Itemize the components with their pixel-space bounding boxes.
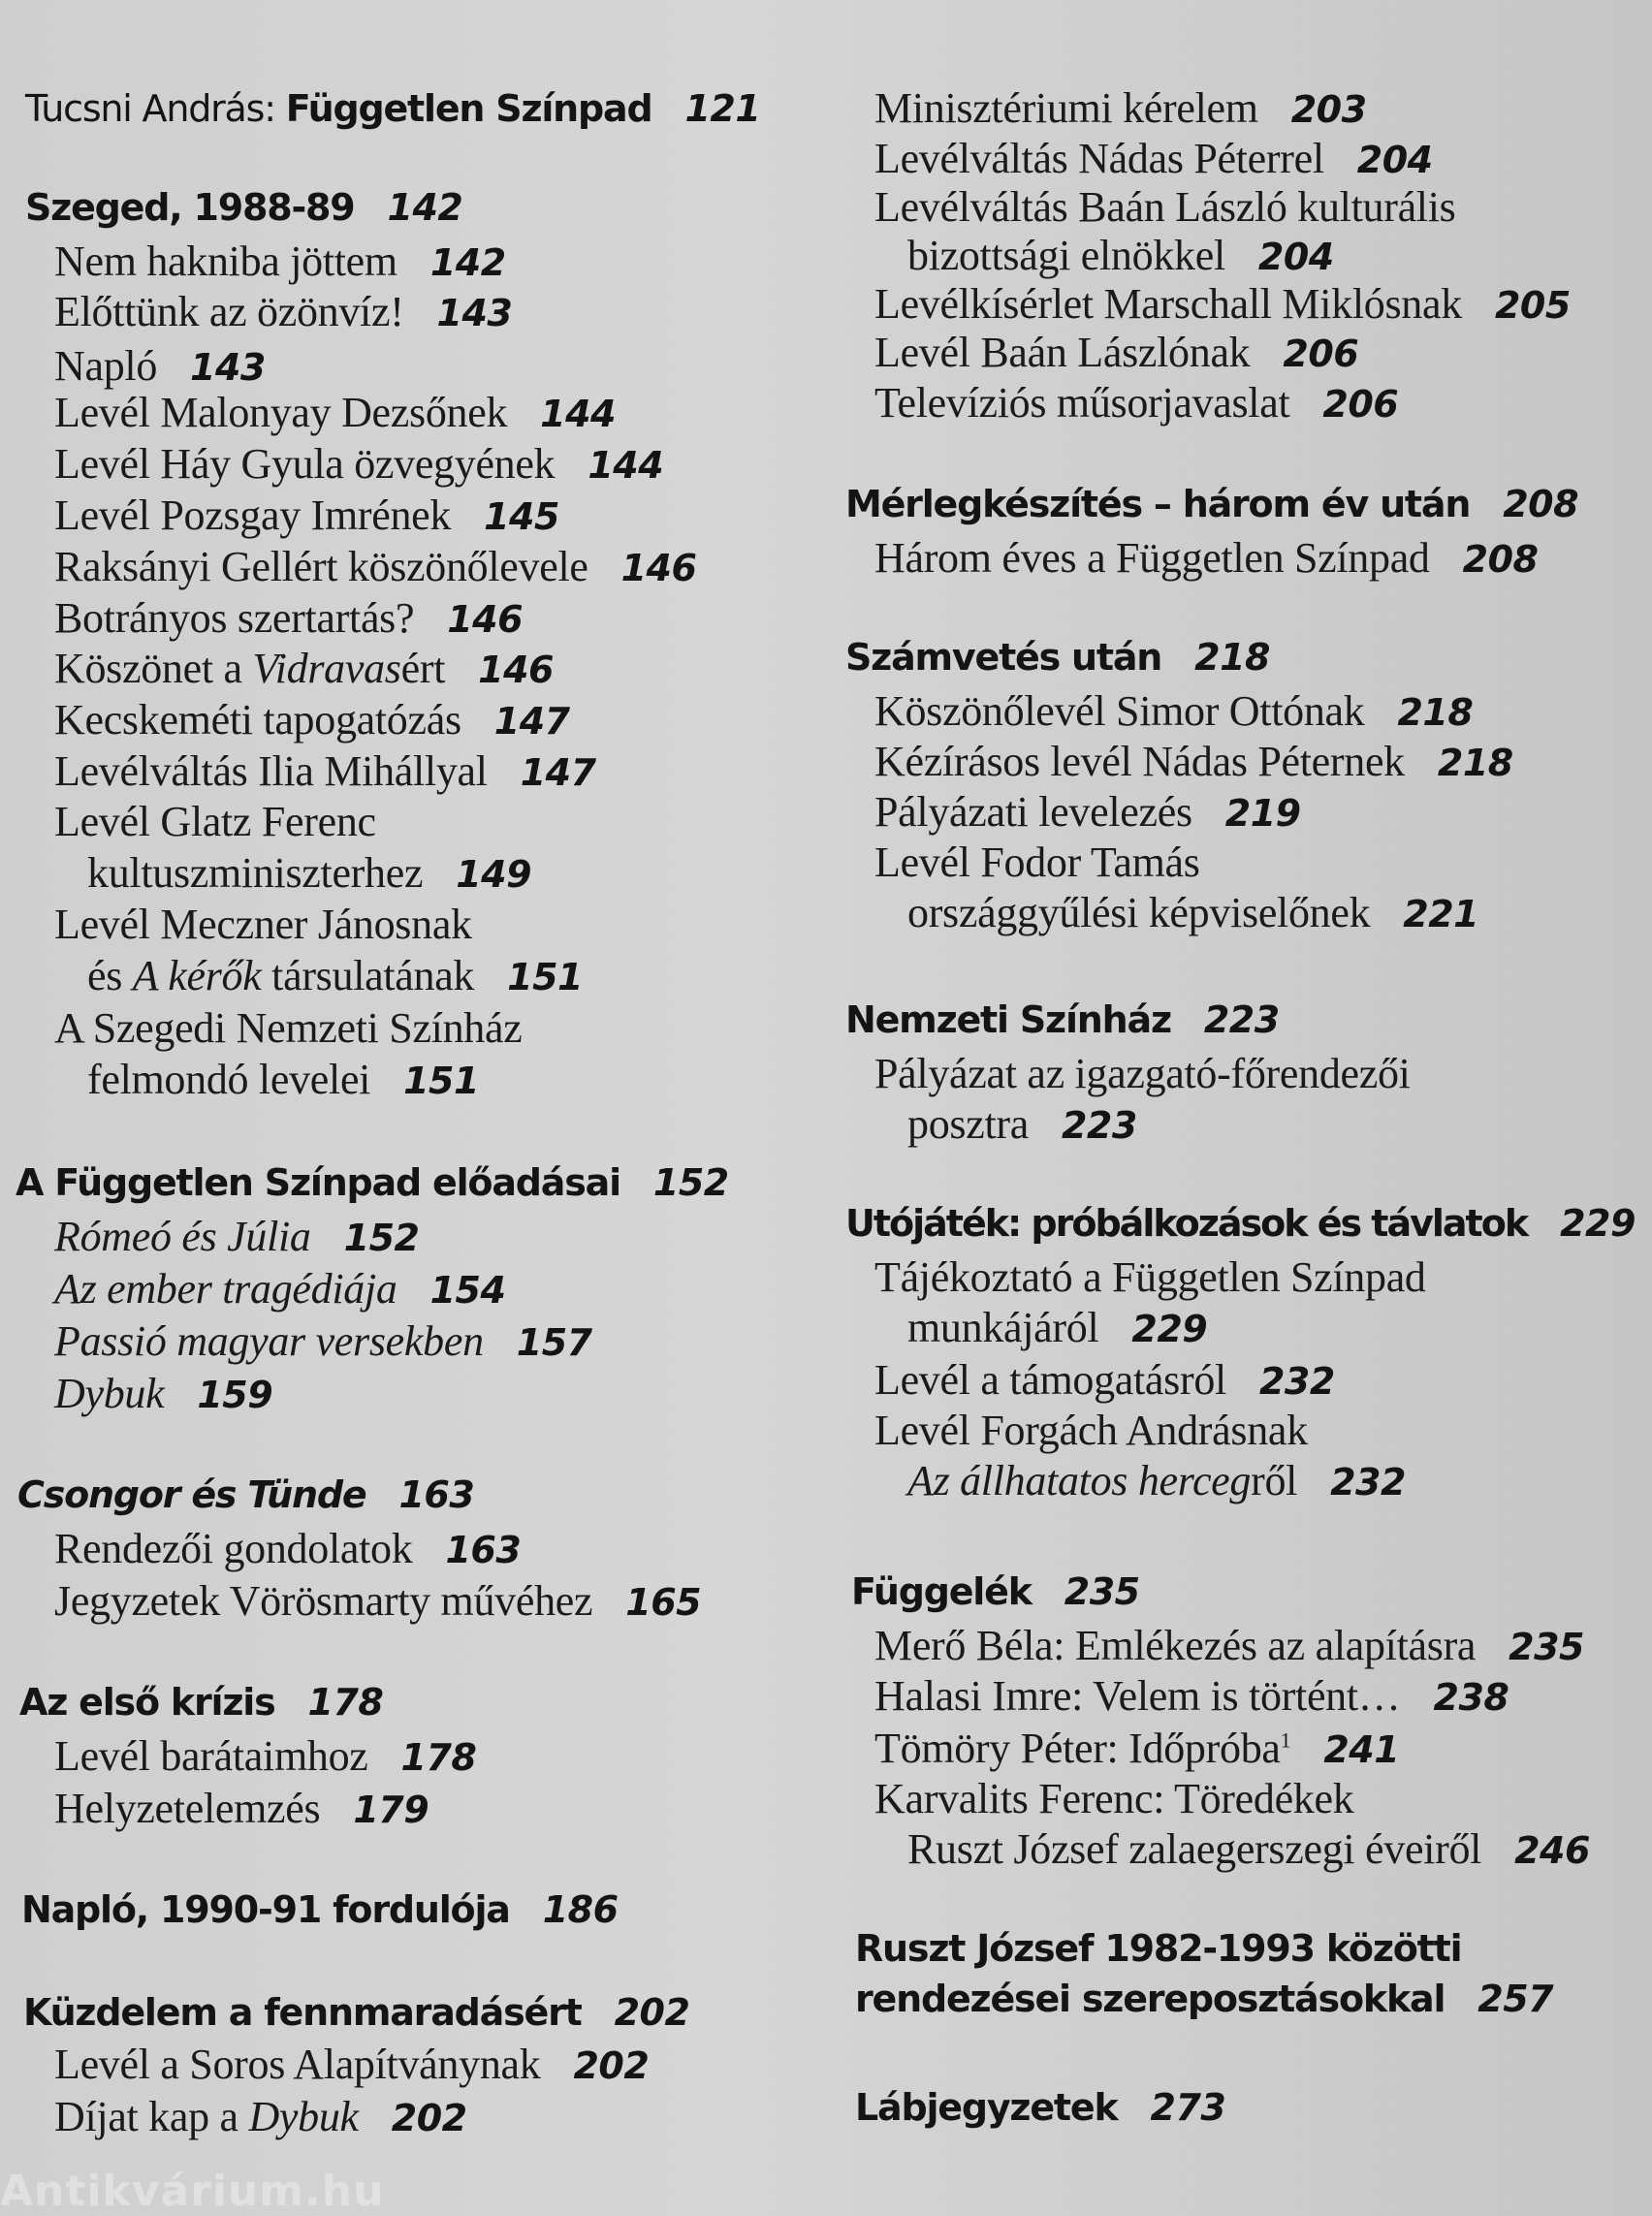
page-number: 203 [1290, 88, 1367, 131]
page-number: 146 [447, 598, 524, 641]
toc-entry: Televíziós műsorjavaslat 206 [874, 379, 1399, 427]
page-number: 142 [387, 186, 463, 229]
toc-entry-fuggetlen-szinpad [25, 87, 760, 130]
toc-entry: Dybuk 159 [54, 1370, 273, 1417]
toc-entry: Halasi Imre: Velem is történt… 238 [874, 1672, 1509, 1720]
page-number: 235 [1509, 1626, 1584, 1668]
section-title: Lábjegyzetek [855, 2086, 1118, 2129]
toc-entry: Levél Meczner Jánosnak [54, 901, 472, 948]
section-title: Napló, 1990-91 fordulója [21, 1888, 510, 1931]
page-number: 223 [1203, 998, 1280, 1041]
toc-entry: Köszönet a Vidravasért 146 [54, 645, 554, 692]
section-heading-merleg [845, 483, 1578, 525]
page-number: 208 [1462, 538, 1539, 581]
toc-entry-continuation: országgyűlési képviselőnek 221 [907, 889, 1479, 936]
toc-entry: Minisztériumi kérelem 203 [874, 84, 1367, 132]
toc-entry: Pályázati levelezés 219 [874, 788, 1301, 836]
section-title: A Független Színpad előadásai [16, 1161, 620, 1204]
section-title: Szeged, 1988-89 [25, 186, 355, 229]
toc-entry: Levél a támogatásról 232 [874, 1356, 1335, 1404]
toc-entry: Pályázat az igazgató-főrendezői [874, 1050, 1411, 1097]
page-number: 178 [307, 1681, 384, 1724]
page-number: 218 [1437, 742, 1513, 784]
page-number: 204 [1257, 236, 1334, 278]
page-number: 229 [1131, 1308, 1208, 1350]
section-title: Függelék [851, 1570, 1032, 1613]
page-number: 218 [1397, 691, 1474, 734]
page-number: 206 [1283, 332, 1359, 375]
page-number: 121 [684, 87, 761, 130]
toc-entry: Levél Pozsgay Imrének 145 [54, 491, 559, 539]
section-heading-naplo [21, 1888, 619, 1931]
page-number: 143 [190, 346, 266, 389]
section-heading-utojatek [845, 1202, 1636, 1245]
toc-entry-continuation: és A kérők társulatának 151 [87, 952, 583, 999]
page-number: 246 [1514, 1829, 1590, 1872]
page-number: 219 [1224, 792, 1301, 835]
page-number: 205 [1494, 284, 1571, 327]
entry-title: Független Színpad [285, 87, 652, 130]
page-number: 206 [1322, 383, 1399, 426]
toc-entry-continuation: bizottsági elnökkel 204 [907, 232, 1334, 279]
toc-entry: Levél Forgách Andrásnak [874, 1407, 1308, 1454]
page-number: 241 [1323, 1728, 1400, 1771]
section-title: Mérlegkészítés – három év után [845, 483, 1471, 525]
page-number: 238 [1433, 1676, 1509, 1719]
page-number: 159 [197, 1374, 273, 1416]
page-number: 154 [429, 1269, 506, 1312]
page-number: 223 [1061, 1104, 1137, 1147]
section-title: Számvetés után [845, 636, 1162, 679]
toc-entry-continuation: Az állhatatos hercegről 232 [907, 1457, 1406, 1504]
section-heading-labjegyzetek [855, 2086, 1225, 2129]
toc-entry: Jegyzetek Vörösmarty művéhez 165 [54, 1577, 702, 1625]
footnote-mark: 1 [1280, 1727, 1291, 1753]
page-number: 202 [614, 1991, 690, 2034]
toc-entry: Rendezői gondolatok 163 [54, 1525, 522, 1572]
toc-entry: Levél Baán Lászlónak 206 [874, 329, 1359, 376]
section-heading-nemzeti [845, 998, 1280, 1041]
toc-entry: Levél Glatz Ferenc [54, 798, 376, 845]
section-heading-szeged [25, 186, 462, 229]
section-title: Ruszt József 1982-1993 közötti [855, 1927, 1462, 1970]
toc-entry: Levélváltás Baán László kulturális [874, 183, 1456, 231]
section-heading-szamvetes [845, 636, 1270, 679]
section-heading-csongor [17, 1473, 474, 1516]
page-number: 147 [520, 751, 596, 794]
page-number: 165 [625, 1581, 702, 1624]
toc-entry: Nem hakniba jöttem 142 [54, 237, 506, 285]
page-number: 235 [1064, 1570, 1140, 1613]
toc-entry: Levélváltás Nádas Péterrel 204 [874, 135, 1433, 182]
section-title: Nemzeti Színház [845, 998, 1171, 1041]
toc-entry: Napló 143 [54, 342, 266, 390]
section-heading-eloadasai [16, 1161, 729, 1204]
section-heading-krizis [19, 1681, 383, 1724]
page-number: 145 [484, 495, 559, 538]
section-heading-fuggelek [851, 1570, 1140, 1613]
toc-entry: Helyzetelemzés 179 [54, 1785, 429, 1832]
page-number: 204 [1356, 139, 1433, 181]
section-heading-kuzdelem [23, 1991, 689, 2034]
toc-entry-continuation: Ruszt József zalaegerszegi éveiről 246 [907, 1825, 1590, 1873]
toc-entry: Az ember tragédiája 154 [54, 1265, 506, 1313]
author-name: Tucsni András: [25, 87, 286, 130]
page-number: 202 [391, 2097, 467, 2139]
page-number: 208 [1503, 483, 1579, 525]
toc-entry: Levél barátaimhoz 178 [54, 1732, 477, 1780]
toc-entry: Díjat kap a Dybuk 202 [54, 2093, 467, 2140]
toc-entry: Tömöry Péter: Időpróba$^1$ 241 [874, 1725, 1400, 1772]
toc-entry: Karvalits Ferenc: Töredékek [874, 1775, 1354, 1822]
toc-entry: Passió magyar versekben 157 [54, 1317, 592, 1365]
toc-entry: Levél Háy Gyula özvegyének 144 [54, 440, 664, 488]
toc-entry: Raksányi Gellért köszönőlevele 146 [54, 543, 697, 590]
page-number: 143 [436, 292, 513, 334]
page-number: 232 [1258, 1360, 1335, 1403]
page-number: 186 [542, 1888, 619, 1931]
page-number: 202 [573, 2044, 650, 2087]
toc-entry: Merő Béla: Emlékezés az alapításra 235 [874, 1622, 1584, 1669]
page-number: 151 [507, 956, 583, 998]
toc-entry: Köszönőlevél Simor Ottónak 218 [874, 687, 1474, 735]
section-heading-ruszt [855, 1927, 1461, 1970]
watermark: Antikvárium.hu [0, 2167, 385, 2216]
toc-entry: Kecskeméti tapogatózás 147 [54, 696, 570, 744]
page-number: 273 [1150, 2086, 1226, 2129]
page-number: 146 [620, 547, 697, 589]
page-number: 229 [1560, 1202, 1636, 1245]
toc-entry: Tájékoztató a Független Színpad [874, 1253, 1426, 1301]
toc-entry: A Szegedi Nemzeti Színház [54, 1004, 523, 1052]
page-number: 178 [400, 1736, 477, 1779]
toc-entry: Előttünk az özönvíz! 143 [54, 288, 513, 335]
toc-entry: Botrányos szertartás? 146 [54, 594, 524, 642]
page-number: 152 [343, 1217, 420, 1259]
toc-entry: Kézírásos levél Nádas Péternek 218 [874, 738, 1513, 785]
section-title: Csongor és Tünde [17, 1473, 366, 1516]
toc-entry: Levél a Soros Alapítványnak 202 [54, 2041, 650, 2088]
section-title: rendezései szereposztásokkal [855, 1978, 1446, 2020]
toc-entry-continuation: kultuszminiszterhez 149 [87, 849, 532, 897]
page-number: 142 [429, 241, 506, 284]
toc-entry: Levél Fodor Tamás [874, 839, 1200, 886]
page-number: 149 [456, 853, 532, 896]
page-number: 218 [1194, 636, 1270, 679]
page-number: 221 [1403, 893, 1479, 935]
section-title: Utójáték: próbálkozások és távlatok [845, 1202, 1528, 1245]
toc-entry-continuation: felmondó levelei 151 [87, 1056, 479, 1103]
toc-entry-continuation: posztra 223 [907, 1100, 1137, 1148]
section-title: Küzdelem a fennmaradásért [23, 1991, 582, 2034]
page-number: 157 [516, 1321, 592, 1364]
page-number: 163 [445, 1529, 522, 1571]
page-number: 232 [1330, 1461, 1406, 1504]
section-title: Az első krízis [19, 1681, 275, 1724]
toc-entry: Levélváltás Ilia Mihállyal 147 [54, 747, 596, 795]
page-number: 152 [652, 1161, 729, 1204]
toc-entry: Levél Malonyay Dezsőnek 144 [54, 389, 616, 436]
toc-entry: Rómeó és Júlia 152 [54, 1213, 420, 1260]
toc-entry: Levélkísérlet Marschall Miklósnak 205 [874, 280, 1571, 328]
page-number: 147 [493, 700, 570, 743]
page-number: 151 [403, 1060, 479, 1102]
section-heading-ruszt-line2 [855, 1978, 1553, 2020]
page-number: 257 [1477, 1978, 1554, 2020]
page-number: 163 [398, 1473, 475, 1516]
page-number: 146 [478, 649, 554, 691]
page-number: 144 [540, 393, 616, 435]
toc-entry-continuation: munkájáról 229 [907, 1304, 1208, 1351]
page-number: 144 [588, 444, 664, 487]
page-number: 179 [353, 1789, 429, 1831]
toc-entry: Három éves a Független Színpad 208 [874, 534, 1539, 582]
